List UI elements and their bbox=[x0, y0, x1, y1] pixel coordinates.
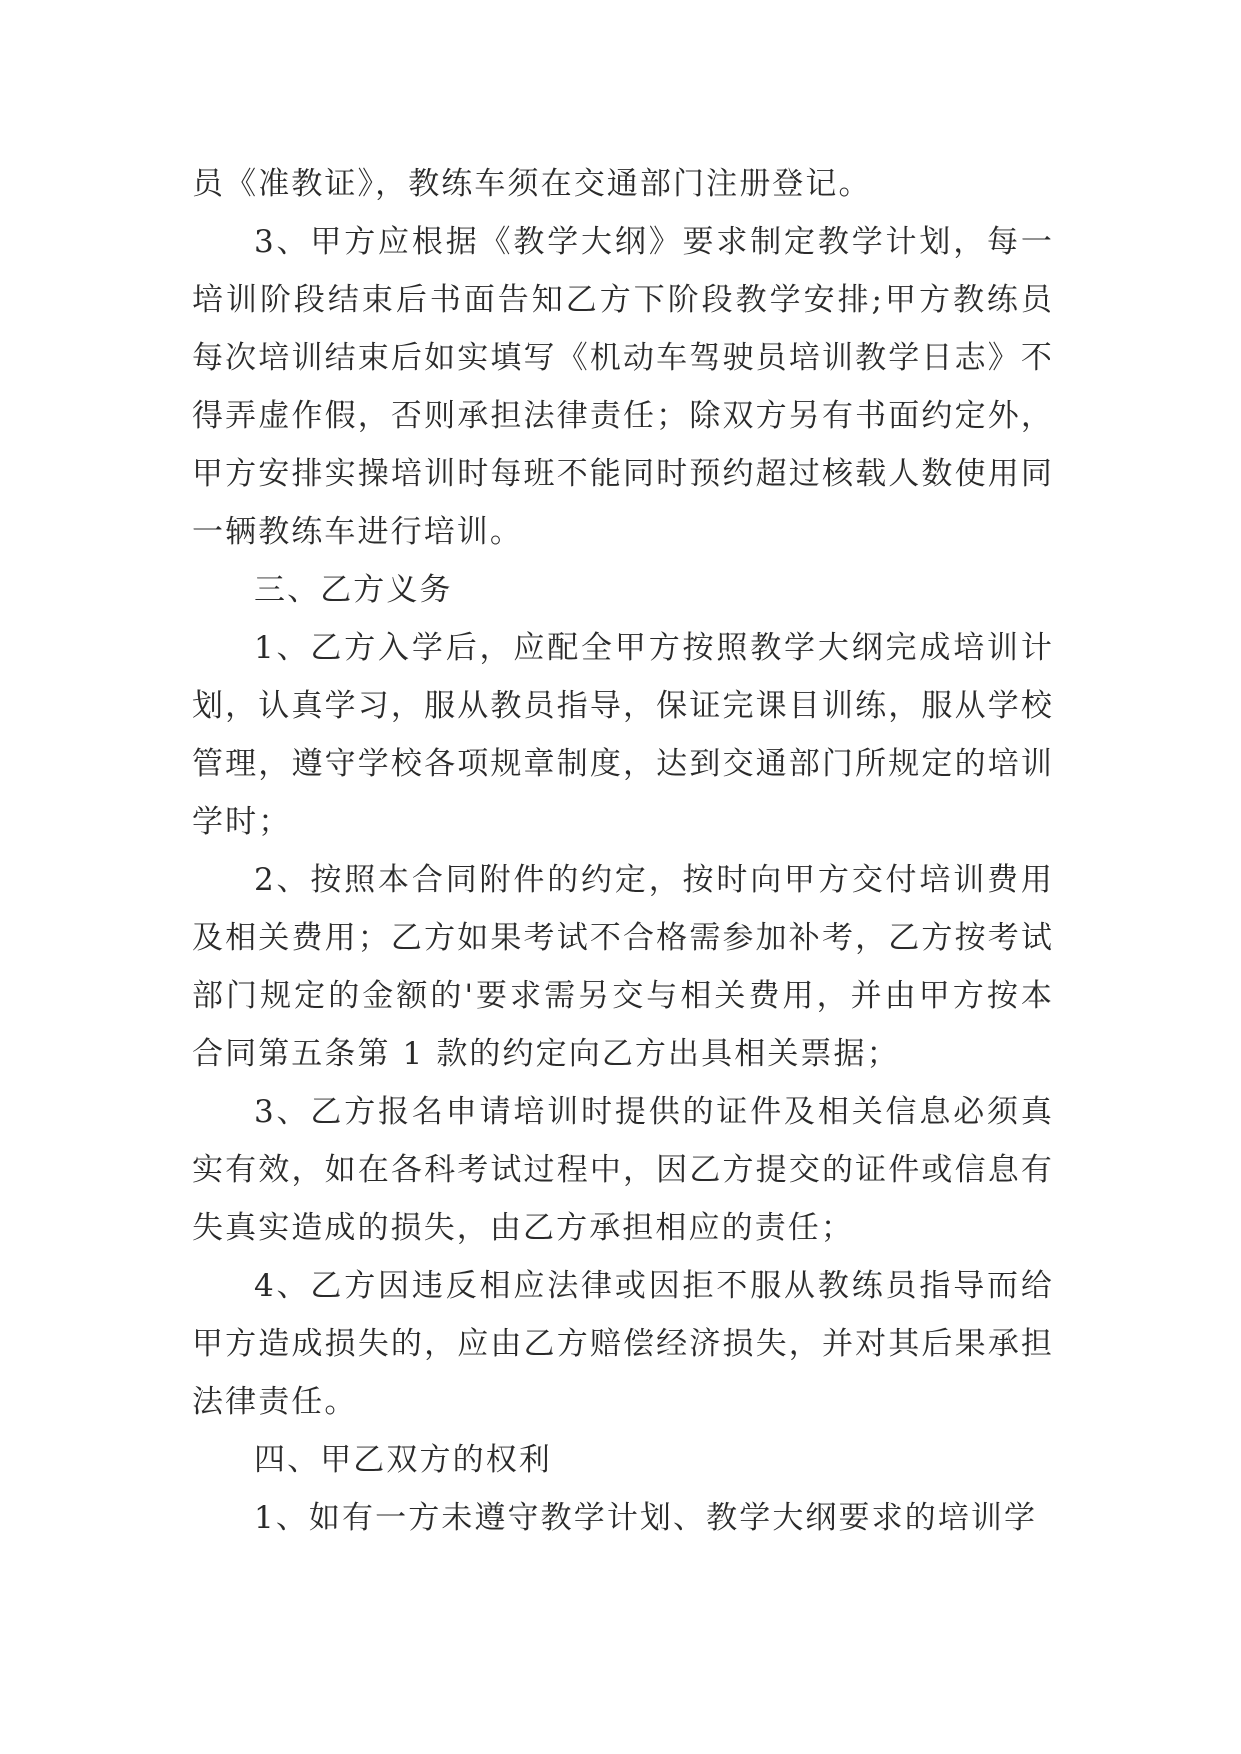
paragraph-clause-3-documents: 3、乙方报名申请培训时提供的证件及相关信息必须真实有效，如在各科考试过程中，因乙方提交的证件或信息有失真实造成的损失，由乙方承担相应的责任； bbox=[192, 1094, 1054, 1246]
section-heading-rights: 四、甲乙双方的权利 bbox=[254, 1442, 552, 1478]
paragraph-continuation: 员《准教证》，教练车须在交通部门注册登记。 bbox=[192, 166, 872, 202]
paragraph-clause-2-fees: 2、按照本合同附件的约定，按时向甲方交付培训费用及相关费用；乙方如果考试不合格需参加补考，乙方按考试部门规定的金额的'要求需另交与相关费用，并由甲方按本合同第五条第 1 款的约定向乙方出具相关票据； bbox=[192, 862, 1054, 1072]
section-heading-party-b-obligations: 三、乙方义务 bbox=[254, 572, 453, 608]
document-body bbox=[192, 155, 1054, 1547]
paragraph-clause-3-teaching-plan: 3、甲方应根据《教学大纲》要求制定教学计划，每一培训阶段结束后书面告知乙方下阶段教学安排;甲方教练员每次培训结束后如实填写《机动车驾驶员培训教学日志》不得弄虚作假，否则承担法律责任；除双方另有书面约定外，甲方安排实操培训时每班不能同时预约超过核载人数使用同一辆教练车进行培训。 bbox=[192, 224, 1054, 550]
paragraph-clause-1-rights: 1、如有一方未遵守教学计划、教学大纲要求的培训学 bbox=[254, 1500, 1038, 1536]
paragraph-clause-1-study: 1、乙方入学后，应配全甲方按照教学大纲完成培训计划，认真学习，服从教员指导，保证完课目训练，服从学校管理，遵守学校各项规章制度，达到交通部门所规定的培训学时； bbox=[192, 630, 1054, 840]
paragraph-clause-4-liability: 4、乙方因违反相应法律或因拒不服从教练员指导而给甲方造成损失的，应由乙方赔偿经济损失，并对其后果承担法律责任。 bbox=[192, 1268, 1054, 1420]
